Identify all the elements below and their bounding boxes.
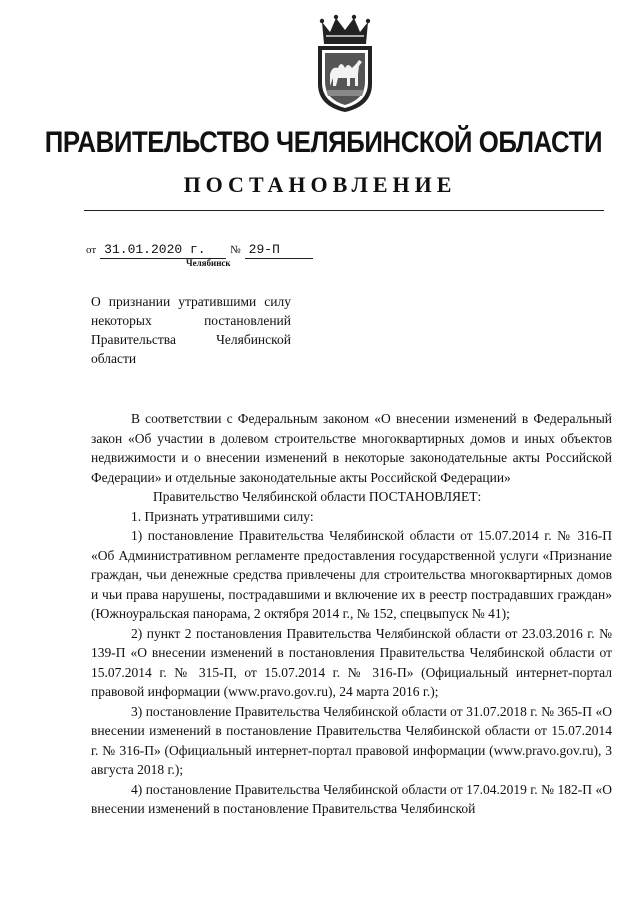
body-paragraph: 2) пункт 2 постановления Правительства Челябинской области от 23.03.2016 г. № 139-П «О внесении изменений в постановления Правительства Челябинской области от 15.07.2014 г. № 315-П, от 15.07.2014 г. № 316-П» (Официальный интернет-портал правовой информации (www.pravo.gov.ru), 24 марта 2016 г.); <box>91 625 612 699</box>
body-paragraph: В соответствии с Федеральным законом «О внесении изменений в Федеральный закон «Об участии в долевом строительстве многоквартирных домов и иных объектов недвижимости и о внесении изменений в некоторые законодательные акты Российской Федерации» и отдельные законодательные акты Российской Федерации» <box>91 411 612 485</box>
date-prefix: от <box>86 244 97 256</box>
document-city: Челябинск <box>186 258 231 268</box>
document-subject: О признании утратившими силу некоторых постановлений Правительства Челябинской области <box>91 294 291 366</box>
number-prefix: № <box>230 244 241 256</box>
header-divider <box>84 210 604 211</box>
document-type-title: ПОСТАНОВЛЕНИЕ <box>183 172 457 197</box>
body-paragraph: 1) постановление Правительства Челябинской области от 15.07.2014 г. № 316-П «Об Административном регламенте предоставления государственной услуги «Признание граждан, чьи денежные средства привлечены для строительства многоквартирных домов и чьи права нарушены, пострадавшими и включение их в реестр пострадавших граждан» (Южноуральская панорама, 2 октября 2014 г., № 152, спецвыпуск № 41); <box>91 528 612 621</box>
document-meta <box>86 240 313 259</box>
body-paragraph: Правительство Челябинской области ПОСТАНОВЛЯЕТ: <box>153 489 482 504</box>
body-paragraph: 3) постановление Правительства Челябинской области от 31.07.2018 г. № 365-П «О внесении изменений в постановление Правительства Челябинской области от 15.07.2014 г. № 316-П» (Официальный интернет-портал правовой информации (www.pravo.gov.ru), 3 августа 2018 г.); <box>91 703 612 777</box>
document-number: 29-П <box>245 242 313 259</box>
document-body <box>91 409 612 819</box>
document-date: 31.01.2020 г. <box>100 242 226 259</box>
body-paragraph: 4) постановление Правительства Челябинской области от 17.04.2019 г. № 182-П «О внесении изменений в постановление Правительства Челябинской <box>91 781 612 816</box>
body-paragraph: 1. Признать утратившими силу: <box>131 508 314 524</box>
organization-title: ПРАВИТЕЛЬСТВО ЧЕЛЯБИНСКОЙ ОБЛАСТИ <box>44 126 603 159</box>
chelyabinsk-coat-of-arms-icon <box>312 14 378 114</box>
